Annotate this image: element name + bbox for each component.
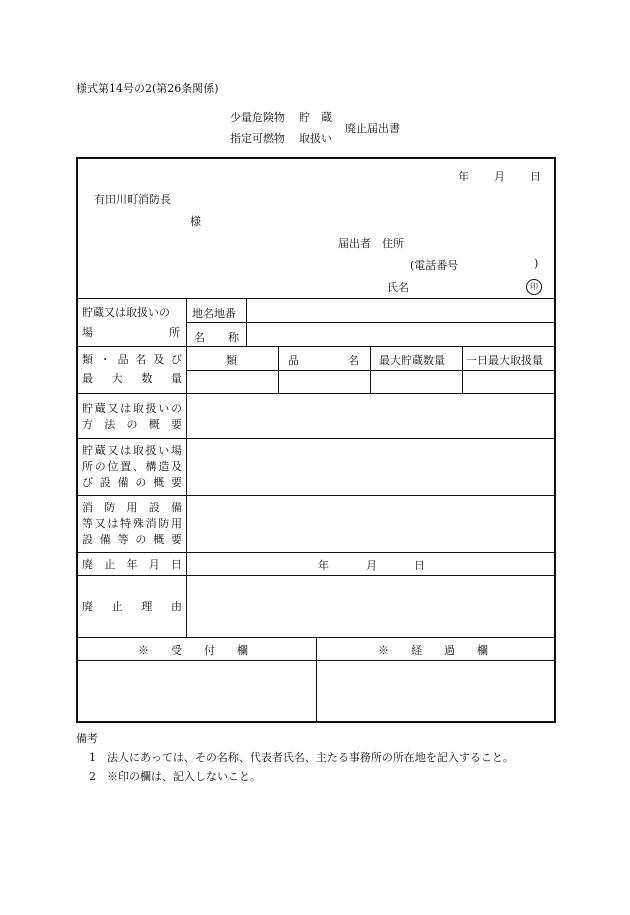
abolition-reason-label: 廃止理由 [82, 600, 182, 613]
col-product-name-header-a: 品 [288, 354, 299, 367]
title-designated-combustibles: 指定可燃物 [230, 132, 285, 145]
divider [186, 322, 556, 323]
divider [186, 298, 187, 637]
divider [76, 298, 556, 299]
abolition-date-label: 廃止年月日 [82, 558, 182, 571]
addressee: 有田川町消防長 [94, 193, 171, 206]
divider [76, 495, 556, 496]
title-small-quantity-hazmat: 少量危険物 [230, 111, 285, 124]
title-abolition-notice: 廃止届出書 [345, 122, 400, 135]
divider [76, 552, 556, 553]
seal-mark: 印 [526, 279, 542, 295]
fire-equipment-label-line1: 消防用設備 [82, 501, 182, 514]
phone-number-label: (電話番号 [410, 259, 459, 272]
fire-equipment-label-line3: 設備等の概要 [82, 533, 182, 546]
items-label-line1: 類・品名及び [82, 353, 182, 366]
col-product-name-header-b: 名 [348, 354, 359, 367]
name-label-b: 称 [228, 331, 239, 344]
divider [316, 637, 317, 723]
col-class-header: 類 [226, 354, 237, 367]
phone-number-close: ) [534, 257, 539, 270]
fire-equipment-label-line2: 等又は特殊消防用 [82, 517, 182, 530]
notes-title: 備考 [76, 732, 98, 745]
abolition-month-label: 月 [366, 559, 377, 572]
title-storage: 貯 蔵 [299, 111, 332, 124]
divider [246, 298, 247, 346]
location-label-line1: 貯蔵又は取扱いの [82, 306, 170, 319]
location-label-line2-a: 場 [82, 326, 93, 339]
lot-number-label: 地名地番 [192, 307, 236, 320]
abolition-year-label: 年 [318, 559, 329, 572]
note-1: 1 法人にあっては、その名称、代表者氏名、主たる事務所の所在地を記入すること。 [89, 751, 514, 764]
divider [186, 370, 556, 371]
name-label-a: 名 [194, 331, 205, 344]
honorific: 様 [190, 215, 201, 228]
applicant-address-label: 届出者 住所 [338, 237, 404, 250]
facility-label-line2: 所の位置、構造及 [82, 460, 182, 473]
location-label-line2-b: 所 [169, 326, 180, 339]
divider [76, 346, 556, 347]
items-label-line2: 最大数量 [82, 372, 182, 385]
reception-column-header: ※ 受 付 欄 [138, 644, 248, 657]
facility-label-line3: び設備の概要 [82, 476, 182, 489]
method-label-line2: 方法の概要 [82, 418, 182, 431]
date-month-label: 月 [494, 170, 505, 183]
form-id: 様式第14号の2(第26条関係) [76, 82, 219, 95]
facility-label-line1: 貯蔵又は取扱い場 [82, 444, 182, 457]
divider [76, 393, 556, 394]
divider [76, 438, 556, 439]
divider [76, 575, 556, 576]
progress-column-header: ※ 経 過 欄 [378, 644, 488, 657]
divider [370, 346, 371, 393]
date-day-label: 日 [530, 170, 541, 183]
col-max-storage-header: 最大貯蔵数量 [379, 354, 445, 367]
note-2: 2 ※印の欄は、記入しないこと。 [89, 770, 261, 783]
divider [462, 346, 463, 393]
applicant-name-label: 氏名 [387, 281, 409, 294]
divider [278, 346, 279, 393]
date-year-label: 年 [458, 170, 469, 183]
abolition-day-label: 日 [414, 559, 425, 572]
method-label-line1: 貯蔵又は取扱いの [82, 402, 182, 415]
col-daily-max-header: 一日最大取扱量 [466, 354, 543, 367]
title-handling: 取扱い [299, 132, 332, 145]
